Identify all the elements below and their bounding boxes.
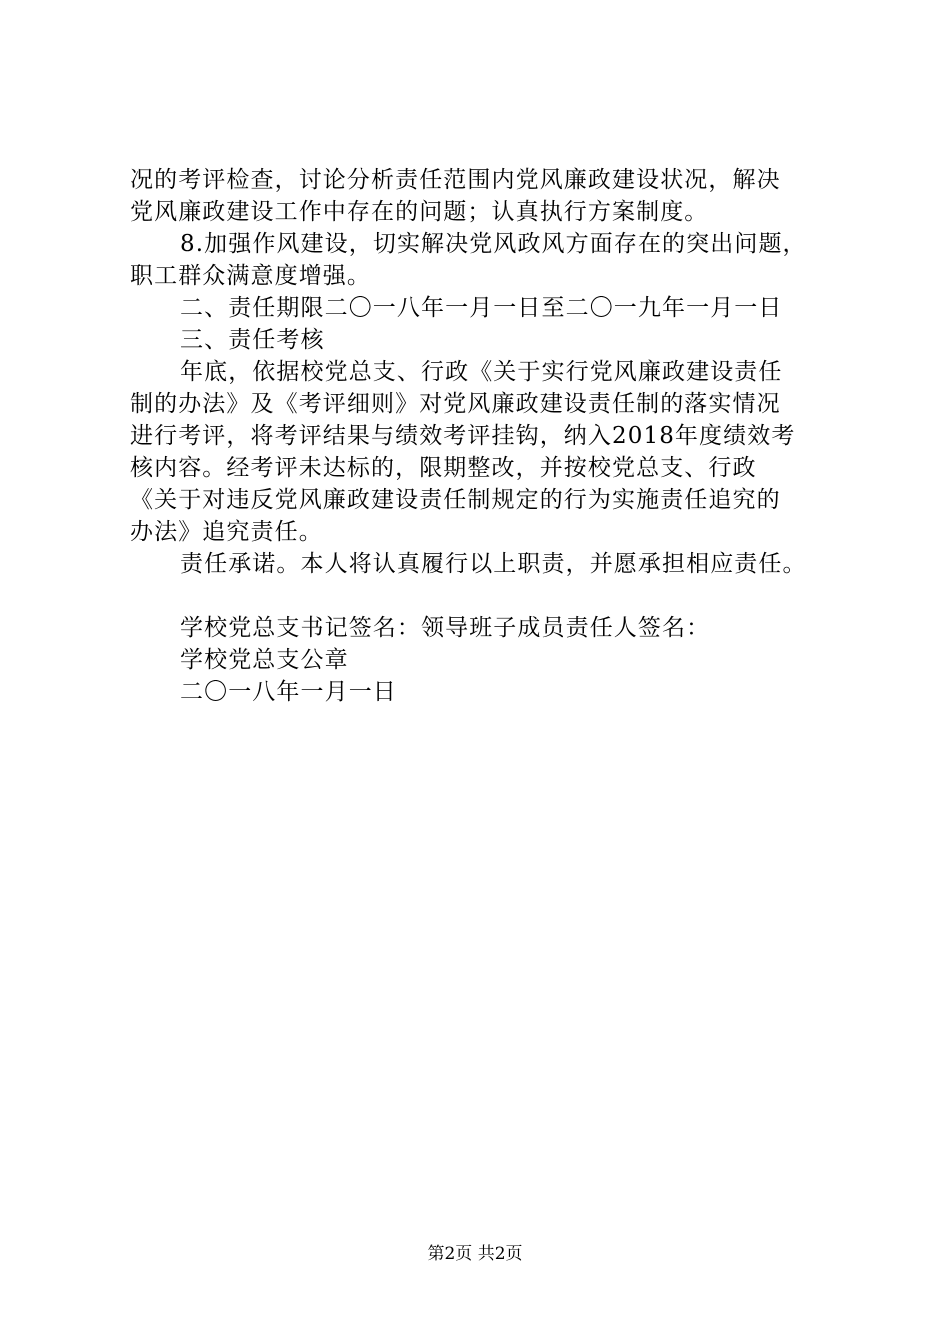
signature-line: 学校党总支书记签名：领导班子成员责任人签名：: [180, 615, 711, 641]
text-line: 办法》追究责任。: [130, 519, 323, 545]
document-body: [130, 164, 830, 708]
text-line: 况的考评检查，讨论分析责任范围内党风廉政建设状况，解决: [130, 167, 781, 193]
text-line: 8.加强作风建设，切实解决党风政风方面存在的突出问题，: [180, 231, 807, 257]
blank-line: [130, 580, 830, 612]
section-heading: 三、责任考核: [180, 327, 325, 353]
text-line: 党风廉政建设工作中存在的问题；认真执行方案制度。: [130, 199, 709, 225]
date-line: 二〇一八年一月一日: [180, 679, 397, 705]
text-line: 责任承诺。本人将认真履行以上职责，并愿承担相应责任。: [180, 551, 807, 577]
text-line: 制的办法》及《考评细则》对党风廉政建设责任制的落实情况: [130, 391, 781, 417]
text-line: 年底，依据校党总支、行政《关于实行党风廉政建设责任: [180, 359, 783, 385]
section-heading: 二、责任期限二〇一八年一月一日至二〇一九年一月一日: [180, 295, 783, 321]
page-footer: 第2页 共2页: [427, 1244, 523, 1264]
text-line: 职工群众满意度增强。: [130, 263, 371, 289]
text-line: 核内容。经考评未达标的，限期整改，并按校党总支、行政: [130, 455, 757, 481]
text-line: 《关于对违反党风廉政建设责任制规定的行为实施责任追究的: [130, 487, 781, 513]
seal-line: 学校党总支公章: [180, 647, 349, 673]
text-line: 进行考评，将考评结果与绩效考评挂钩，纳入2018年度绩效考: [130, 423, 796, 449]
